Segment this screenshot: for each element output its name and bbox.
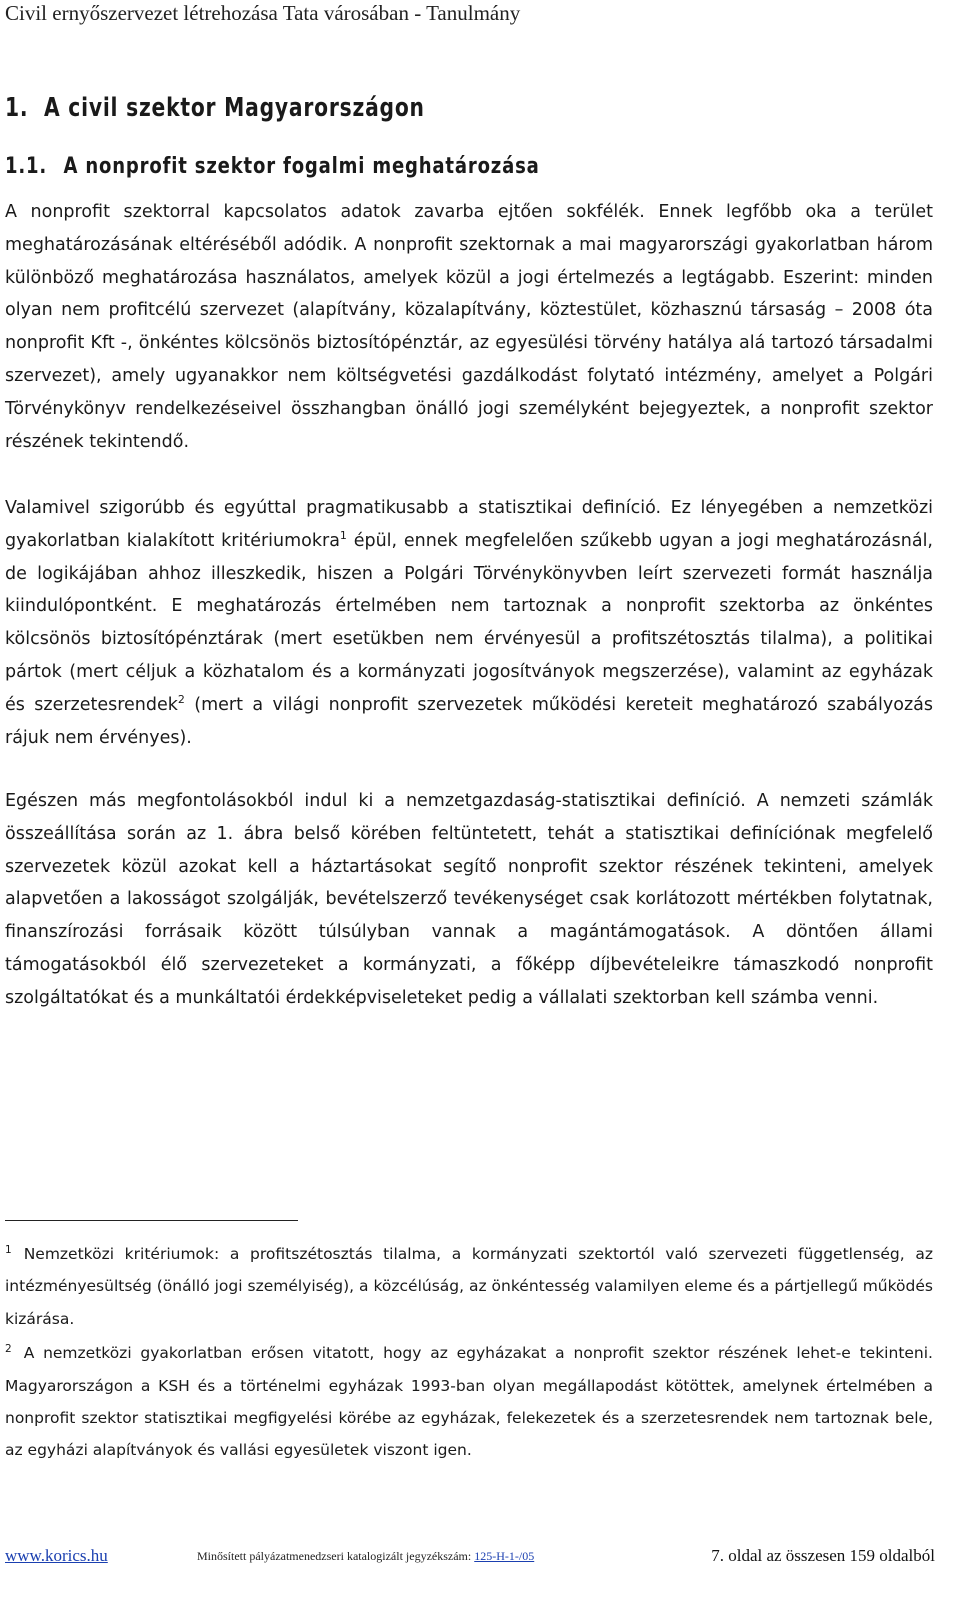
website-link[interactable]: www.korics.hu [5,1546,108,1565]
footnote-text: Nemzetközi kritériumok: a profitszétosztás tilalma, a kormányzati szektortól való szervezeti függetlenség, az intézményesültség (önálló jogi személyiség), a közcélúság, az önkéntesség valamilyen eleme és a pártjellegű működés kizárása. [5,1245,933,1328]
chapter-title: A civil szektor Magyarországon [43,93,425,123]
footnote [5,1337,933,1467]
footnote [5,1238,933,1335]
footnote-ref-2[interactable]: 2 [177,692,185,706]
footnote-divider [5,1220,298,1221]
chapter-number: 1. [5,93,29,123]
running-header: Civil ernyőszervezet létrehozása Tata városában - Tanulmány [5,1,521,25]
paragraph-text: Valamivel szigorúbb és egyúttal pragmatikusabb a statisztikai definíció. Ez lényegében a nemzetközi gyakorlatban kialakított kritériumokra [5,498,933,551]
footnotes [5,1238,933,1469]
footnote-number: 1 [5,1243,12,1256]
footnote-ref-1[interactable]: 1 [339,528,347,542]
page-footer [5,1546,935,1572]
section-number: 1.1. [5,154,48,179]
paragraph-text: (mert a világi nonprofit szervezetek működési kereteit meghatározó szabályozás rájuk nem érvényes). [5,694,933,748]
footnote-number: 2 [5,1343,12,1356]
chapter-heading [5,93,425,123]
page-number: 7. oldal az összesen 159 oldalból [711,1546,935,1565]
section-heading [5,154,540,179]
paragraph-national-accounts-definition: Egészen más megfontolásokból indul ki a nemzetgazdaság-statisztikai definíció. A nemzeti számlák összeállítása során az 1. ábra belső körében feltüntetett, tehát a statisztikai definíciónak megfelelő szervezetek közül azokat kell a háztartásokat segítő nonprofit szektor részének tekinteni, amelyek alapvetően a lakosságot szolgálják, bevételszerző tevékenységet csak korlátozott mértékben folytatnak, finanszírozási forrásaik között túlsúlyban vannak a magántámogatások. A döntően állami támogatásokból élő szervezeteket a kormányzati, a főképp díjbevételeikre támaszkodó nonprofit szolgáltatókat és a munkáltatói érdekképviseleteket pedig a vállalati szektorban kell számba venni. [5,791,933,1008]
paragraph-legal-definition: A nonprofit szektorral kapcsolatos adatok zavarba ejtően sokfélék. Ennek legfőbb oka a terület meghatározásának eltéréséből adódik. A nonprofit szektornak a mai magyarországi gyakorlatban három különböző meghatározása használatos, amelyek közül a jogi értelmezés a legtágabb. Eszerint: minden olyan nem profitcélú szervezet (alapítvány, közalapítvány, köztestület, közhasznú társaság – 2008 óta nonprofit Kft -, önkéntes kölcsönös biztosítópénztár, az egyesülési törvény hatálya alá tartozó társadalmi szervezet), amely ugyanakkor nem költségvetési gazdálkodást folytató intézmény, amelyet a Polgári Törvénykönyv rendelkezéseivel összhangban önálló jogi személyként bejegyeztek, a nonprofit szektor részének tekintendő. [5,202,933,452]
footnote-text: A nemzetközi gyakorlatban erősen vitatott, hogy az egyházakat a nonprofit szektor részének lehet-e tekinteni. Magyarországon a KSH és a történelmi egyházak 1993-ban olyan megállapodást kötöttek, amelynek értelmében a nonprofit szektor statisztikai megfigyelési körébe az egyházak, felekezetek és a szerzetesrendek nem tartoznak bele, az egyházi alapítványok és vallási egyesületek viszont igen. [5,1344,933,1460]
registry-code-link[interactable]: 125-H-1-/05 [474,1549,535,1563]
section-title: A nonprofit szektor fogalmi meghatározása [63,154,540,179]
paragraph-statistical-definition [5,492,933,754]
registry-label: Minősített pályázatmenedzseri katalogizált jegyzékszám: [197,1549,475,1563]
registry-note [197,1549,534,1564]
paragraph-text: épül, ennek megfelelően szűkebb ugyan a jogi meghatározásnál, de logikájában ahhoz illeszkedik, hiszen a Polgári Törvénykönyvben leírt szervezeti formát használja kiindulópontként. E meghatározás értelmében nem tartoznak a nonprofit szektorba az önkéntes kölcsönös biztosítópénztárak (mert esetükben nem érvényesül a profitszétosztás tilalma), a politikai pártok (mert céljuk a közhatalom és a kormányzati jogosítványok megszerzése), valamint az egyházak és szerzetesrendek [5,530,933,715]
